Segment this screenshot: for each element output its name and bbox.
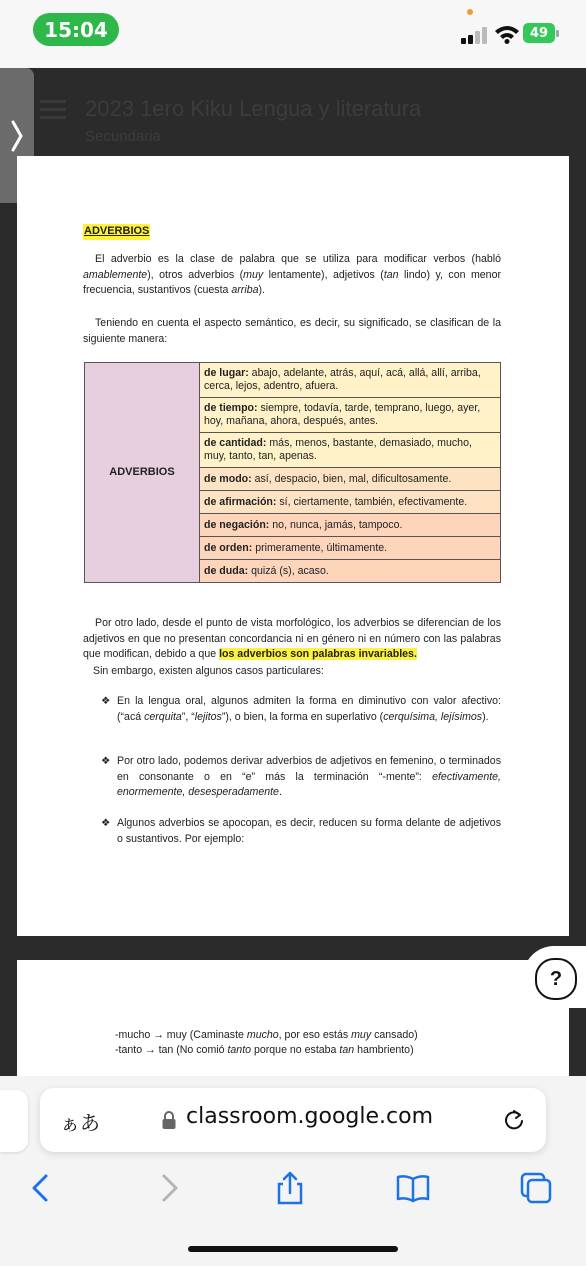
lock-icon — [161, 1110, 177, 1130]
example-line: -tanto → tan (No comió tanto porque no estaba tan hambriento) — [115, 1044, 414, 1056]
table-row: de afirmación: sí, ciertamente, también, efectivamente. — [200, 491, 501, 514]
table-row: de lugar: abajo, adelante, atrás, aquí, acá, allá, allí, arriba, cerca, lejos, adentro, afuera. — [200, 363, 501, 398]
paragraph-classification: Teniendo en cuenta el aspecto semántico, es decir, su significado, se clasifican de la siguiente manera: — [83, 317, 501, 345]
reload-icon[interactable] — [500, 1106, 528, 1134]
privacy-indicator — [467, 9, 473, 15]
list-item: ❖ Algunos adverbios se apocopan, es decir, reducen su forma delante de adjetivos o sustantivos. Por ejemplo: — [101, 817, 501, 845]
help-icon[interactable]: ? — [535, 958, 577, 1000]
paragraph-morphology: Por otro lado, desde el punto de vista morfológico, los adverbios se diferencian de los adjetivos en que no presentan concordancia ni en género ni en número con las palabras que modifican, debido a que los adverbios son palabras invariables. — [83, 617, 501, 660]
table-row: de cantidad: más, menos, bastante, demasiado, mucho, muy, tanto, tan, apenas. — [200, 433, 501, 468]
table-left-header: ADVERBIOS — [85, 363, 200, 583]
battery-icon — [523, 23, 559, 45]
table-row: de tiempo: siempre, todavía, tarde, temprano, luego, ayer, hoy, mañana, ahora, después, antes. — [200, 398, 501, 433]
browser-bottom-bar — [0, 1076, 586, 1266]
document-viewer[interactable] — [0, 68, 586, 1076]
document-page-2 — [17, 960, 569, 1076]
signal-icon — [461, 26, 489, 44]
document-page-1 — [17, 156, 569, 936]
example-line: -mucho → muy (Caminaste mucho, por eso estás muy cansado) — [115, 1029, 418, 1041]
list-item: ❖ Por otro lado, podemos derivar adverbios de adjetivos en femenino, o terminados en consonante o en “e” más la terminación “-mente”: efectivamente, enormemente, desesperadamente. — [101, 755, 501, 798]
back-icon[interactable] — [24, 1170, 60, 1206]
address-bar[interactable] — [40, 1088, 546, 1152]
table-row: de orden: primeramente, últimamente. — [200, 537, 501, 560]
doc-heading: ADVERBIOS — [83, 224, 150, 240]
bullet-icon: ❖ — [101, 817, 111, 829]
tabs-icon[interactable] — [518, 1170, 554, 1206]
browser-toolbar — [0, 1166, 586, 1216]
wifi-icon — [494, 24, 520, 44]
paragraph-definition: El adverbio es la clase de palabra que se utiliza para modificar verbos (habló amablemente), otros adverbios (muy lentamente), adjetivos (tan lindo) y, con menor frecuencia, sustantivos (cuesta arriba). — [83, 253, 501, 296]
hamburger-icon[interactable] — [40, 100, 66, 120]
examples-block — [115, 1028, 418, 1058]
highlighted-text: los adverbios son palabras invariables. — [219, 648, 417, 660]
adverbs-table — [84, 362, 501, 583]
paragraph-cases: Sin embargo, existen algunos casos particulares: — [93, 665, 324, 677]
share-icon[interactable] — [272, 1170, 308, 1206]
bullet-icon: ❖ — [101, 755, 111, 767]
list-item: ❖ En la lengua oral, algunos admiten la forma en diminutivo con valor afectivo: (“acá cerquita”, “lejitos”), o bien, la forma en superlativo (cerquísima, lejísimos). — [101, 695, 501, 723]
status-time: 15:04 — [33, 13, 119, 46]
class-title: 2023 1ero Kiku Lengua y literatura — [85, 96, 422, 121]
previous-tab[interactable] — [0, 1090, 28, 1152]
class-subtitle: Secundaria — [85, 128, 161, 145]
battery-level: 49 — [523, 23, 555, 43]
status-bar — [0, 0, 586, 68]
bookmarks-icon[interactable] — [395, 1170, 431, 1206]
forward-icon[interactable] — [150, 1170, 186, 1206]
page-settings-button[interactable]: ぁあ — [60, 1111, 100, 1135]
chevron-right-icon — [10, 119, 24, 153]
table-row: de duda: quizá (s), acaso. — [200, 560, 501, 583]
home-indicator[interactable] — [188, 1246, 398, 1252]
bullet-icon: ❖ — [101, 695, 111, 707]
table-row: de modo: así, despacio, bien, mal, dificultosamente. — [200, 468, 501, 491]
table-row: de negación: no, nunca, jamás, tampoco. — [200, 514, 501, 537]
classroom-header — [40, 78, 580, 148]
url-text[interactable]: classroom.google.com — [186, 1104, 433, 1129]
